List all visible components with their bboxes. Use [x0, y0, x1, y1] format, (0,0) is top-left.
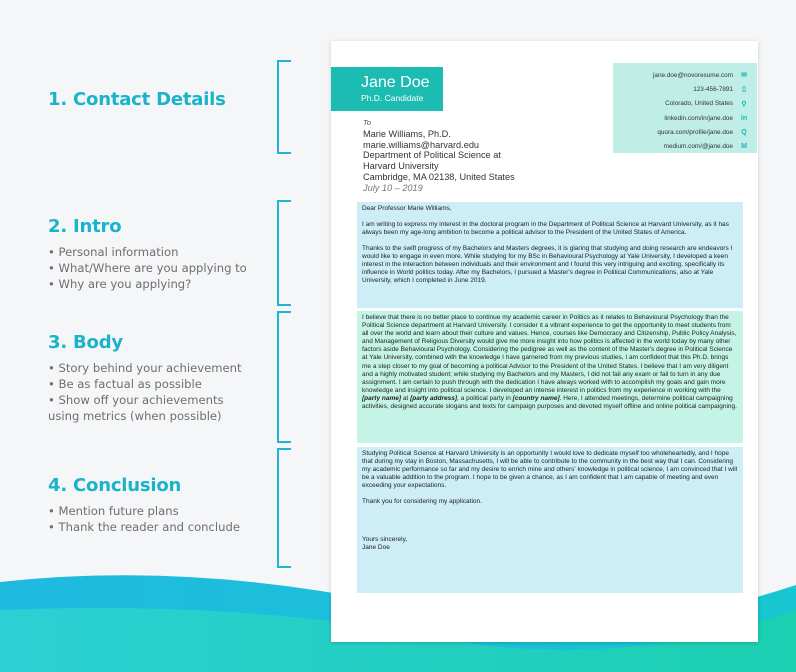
annotation-bullet: • Thank the reader and conclude	[48, 519, 240, 535]
closing: Yours sincerely,	[362, 536, 408, 544]
contact-quora	[613, 125, 749, 139]
annotation-bullet: • Why are you applying?	[48, 276, 247, 292]
contact-text[interactable]: jane.doe@novoresume.com	[652, 71, 733, 79]
annotation-bullet: • Story behind your achievement	[48, 360, 258, 376]
quora-icon: Q	[741, 128, 747, 136]
conclusion-section	[357, 447, 743, 593]
contact-phone	[613, 82, 749, 96]
contact-text: Colorado, United States	[665, 100, 733, 108]
annotation-title: 3. Body	[48, 332, 123, 353]
annotation-contact-details	[48, 89, 226, 117]
bracket-body	[277, 311, 291, 443]
body-text: I believe that there is no better place to continue my academic career in Politics as it relates to Behavioural Psychology than the Political Science department at Harvard University. I consider it a vibrant experience to get the opportunity to meet students from all over the world and learn about their culture and values. Hence, courses like Democracy and Citizenship, Public Policy Analysis, and Management of Religious Diversity would give me more insight into how politics is affected in the world today by many other factors aside Behavioural Psychology. Considering the pedigree as well as the content of the Master's degree in Political Science at Yale University, combined with the knowledge I have garnered from my previous studies, I am confident that this Ph.D. brings me a step closer to my goal of becoming a political Advisor to the President of the United States. I believe that I am very diligent and a highly motivated student; while studying my Bachelors and my Masters, I did not fail any exam or fail to turn in any due assignment. I am certain to push through with the dedication I have always worked with to accomplish my goals and gain more knowledge and insight into political science. I developed an intense interest in politics from my experience in working with the	[362, 314, 737, 394]
contact-details	[613, 63, 757, 153]
phone-icon: ▯	[742, 86, 746, 94]
cover-letter-page	[331, 41, 758, 642]
body-text: . Here, I attended meetings, determine political campaigning activities, designed accurate slogans and texts for campaign purposes and devoted myself offline and online political campaigning.	[362, 394, 737, 411]
to-label: To	[363, 118, 372, 127]
annotation-conclusion	[48, 475, 240, 535]
intro-paragraph: Thanks to the swift progress of my Bachelors and Masters degrees, it is glaring that studying and doing research are endeavors I would like to engage in even more. While studying for my BSc in Behavioural Psychology at Yale University, I developed a keen interest in the interaction between individuals and their environment and I found this very intriguing and exciting, specifically its influence in World politics today. After my Bachelors, I pursued a Master's degree in Political Communications, also at Yale University, which I completed in June 2019.	[362, 244, 733, 285]
annotation-body	[48, 332, 258, 424]
contact-linkedin	[613, 111, 749, 125]
applicant-name: Jane Doe	[361, 74, 430, 91]
name-header	[331, 67, 443, 111]
annotation-bullet: • Show off your achievements using metrics (when possible)	[48, 392, 258, 424]
placeholder-party-address: [party address]	[410, 394, 458, 402]
annotation-bullet: • Mention future plans	[48, 503, 240, 519]
applicant-title: Ph.D. Candidate	[361, 93, 424, 103]
contact-text[interactable]: linkedin.com/in/jane.doe	[664, 114, 733, 122]
email-icon: ✉	[741, 72, 747, 80]
contact-medium	[613, 139, 749, 153]
intro-section	[357, 202, 743, 308]
annotation-bullet: • Personal information	[48, 244, 247, 260]
annotation-title: 4. Conclusion	[48, 475, 182, 496]
letter-date: July 10 – 2019	[363, 182, 423, 193]
placeholder-country-name: [country name]	[512, 394, 560, 402]
annotation-title: 1. Contact Details	[48, 89, 226, 110]
contact-text[interactable]: quora.com/profile/jane.doe	[657, 128, 733, 136]
bracket-conclusion	[277, 448, 291, 568]
body-paragraph	[362, 314, 738, 411]
contact-location	[613, 97, 749, 111]
recipient-block	[363, 118, 515, 194]
contact-text[interactable]: 123-456-7891	[693, 85, 733, 93]
body-section	[357, 311, 743, 443]
location-icon: ⚲	[741, 100, 747, 108]
body-text: , a political party in	[457, 394, 513, 402]
bracket-intro	[277, 200, 291, 306]
recipient-name: Marie Williams, Ph.D.	[363, 128, 451, 139]
annotation-title: 2. Intro	[48, 216, 122, 237]
body-text: at	[401, 394, 411, 402]
signature-name: Jane Doe	[362, 544, 390, 552]
intro-paragraph: I am writing to express my interest in the doctoral program in the Department of Political Science at Harvard University, as it has always been my age-long ambition to become a political advisor to the President of the United States of America.	[362, 220, 729, 236]
annotation-bullet: • Be as factual as possible	[48, 376, 258, 392]
thank-you-line: Thank you for considering my application.	[362, 498, 482, 506]
contact-text[interactable]: medium.com/@jane.doe	[663, 143, 733, 151]
linkedin-icon: in	[740, 114, 748, 122]
recipient-city: Cambridge, MA 02138, United States	[363, 171, 515, 182]
salutation: Dear Professor Marie Williams,	[362, 205, 452, 212]
contact-email	[613, 68, 749, 82]
recipient-university: Harvard University	[363, 161, 439, 172]
recipient-dept: Department of Political Science at	[363, 150, 501, 161]
annotation-bullet: • What/Where are you applying to	[48, 260, 247, 276]
conclusion-paragraph: Studying Political Science at Harvard University is an opportunity I would love to dedicate myself too wholeheartedly, and I hope that during my stay in Boston, Massachusetts, I will be able to contribute to the community in the best way that I can. Considering my academic performance so far and my desire to enrich mine and others' knowledge in political science, I am convinced that I will be a valuable addition to the program. I hope to be given a chance, as I am confident that I am capable of meeting and even exceeding your expectations.	[362, 450, 738, 490]
recipient-email: marie.williams@harvard.edu	[363, 139, 480, 150]
placeholder-party-name: [party name]	[362, 394, 402, 402]
medium-icon: M	[741, 143, 747, 151]
annotation-intro	[48, 216, 247, 292]
bracket-contact-details	[277, 60, 291, 154]
